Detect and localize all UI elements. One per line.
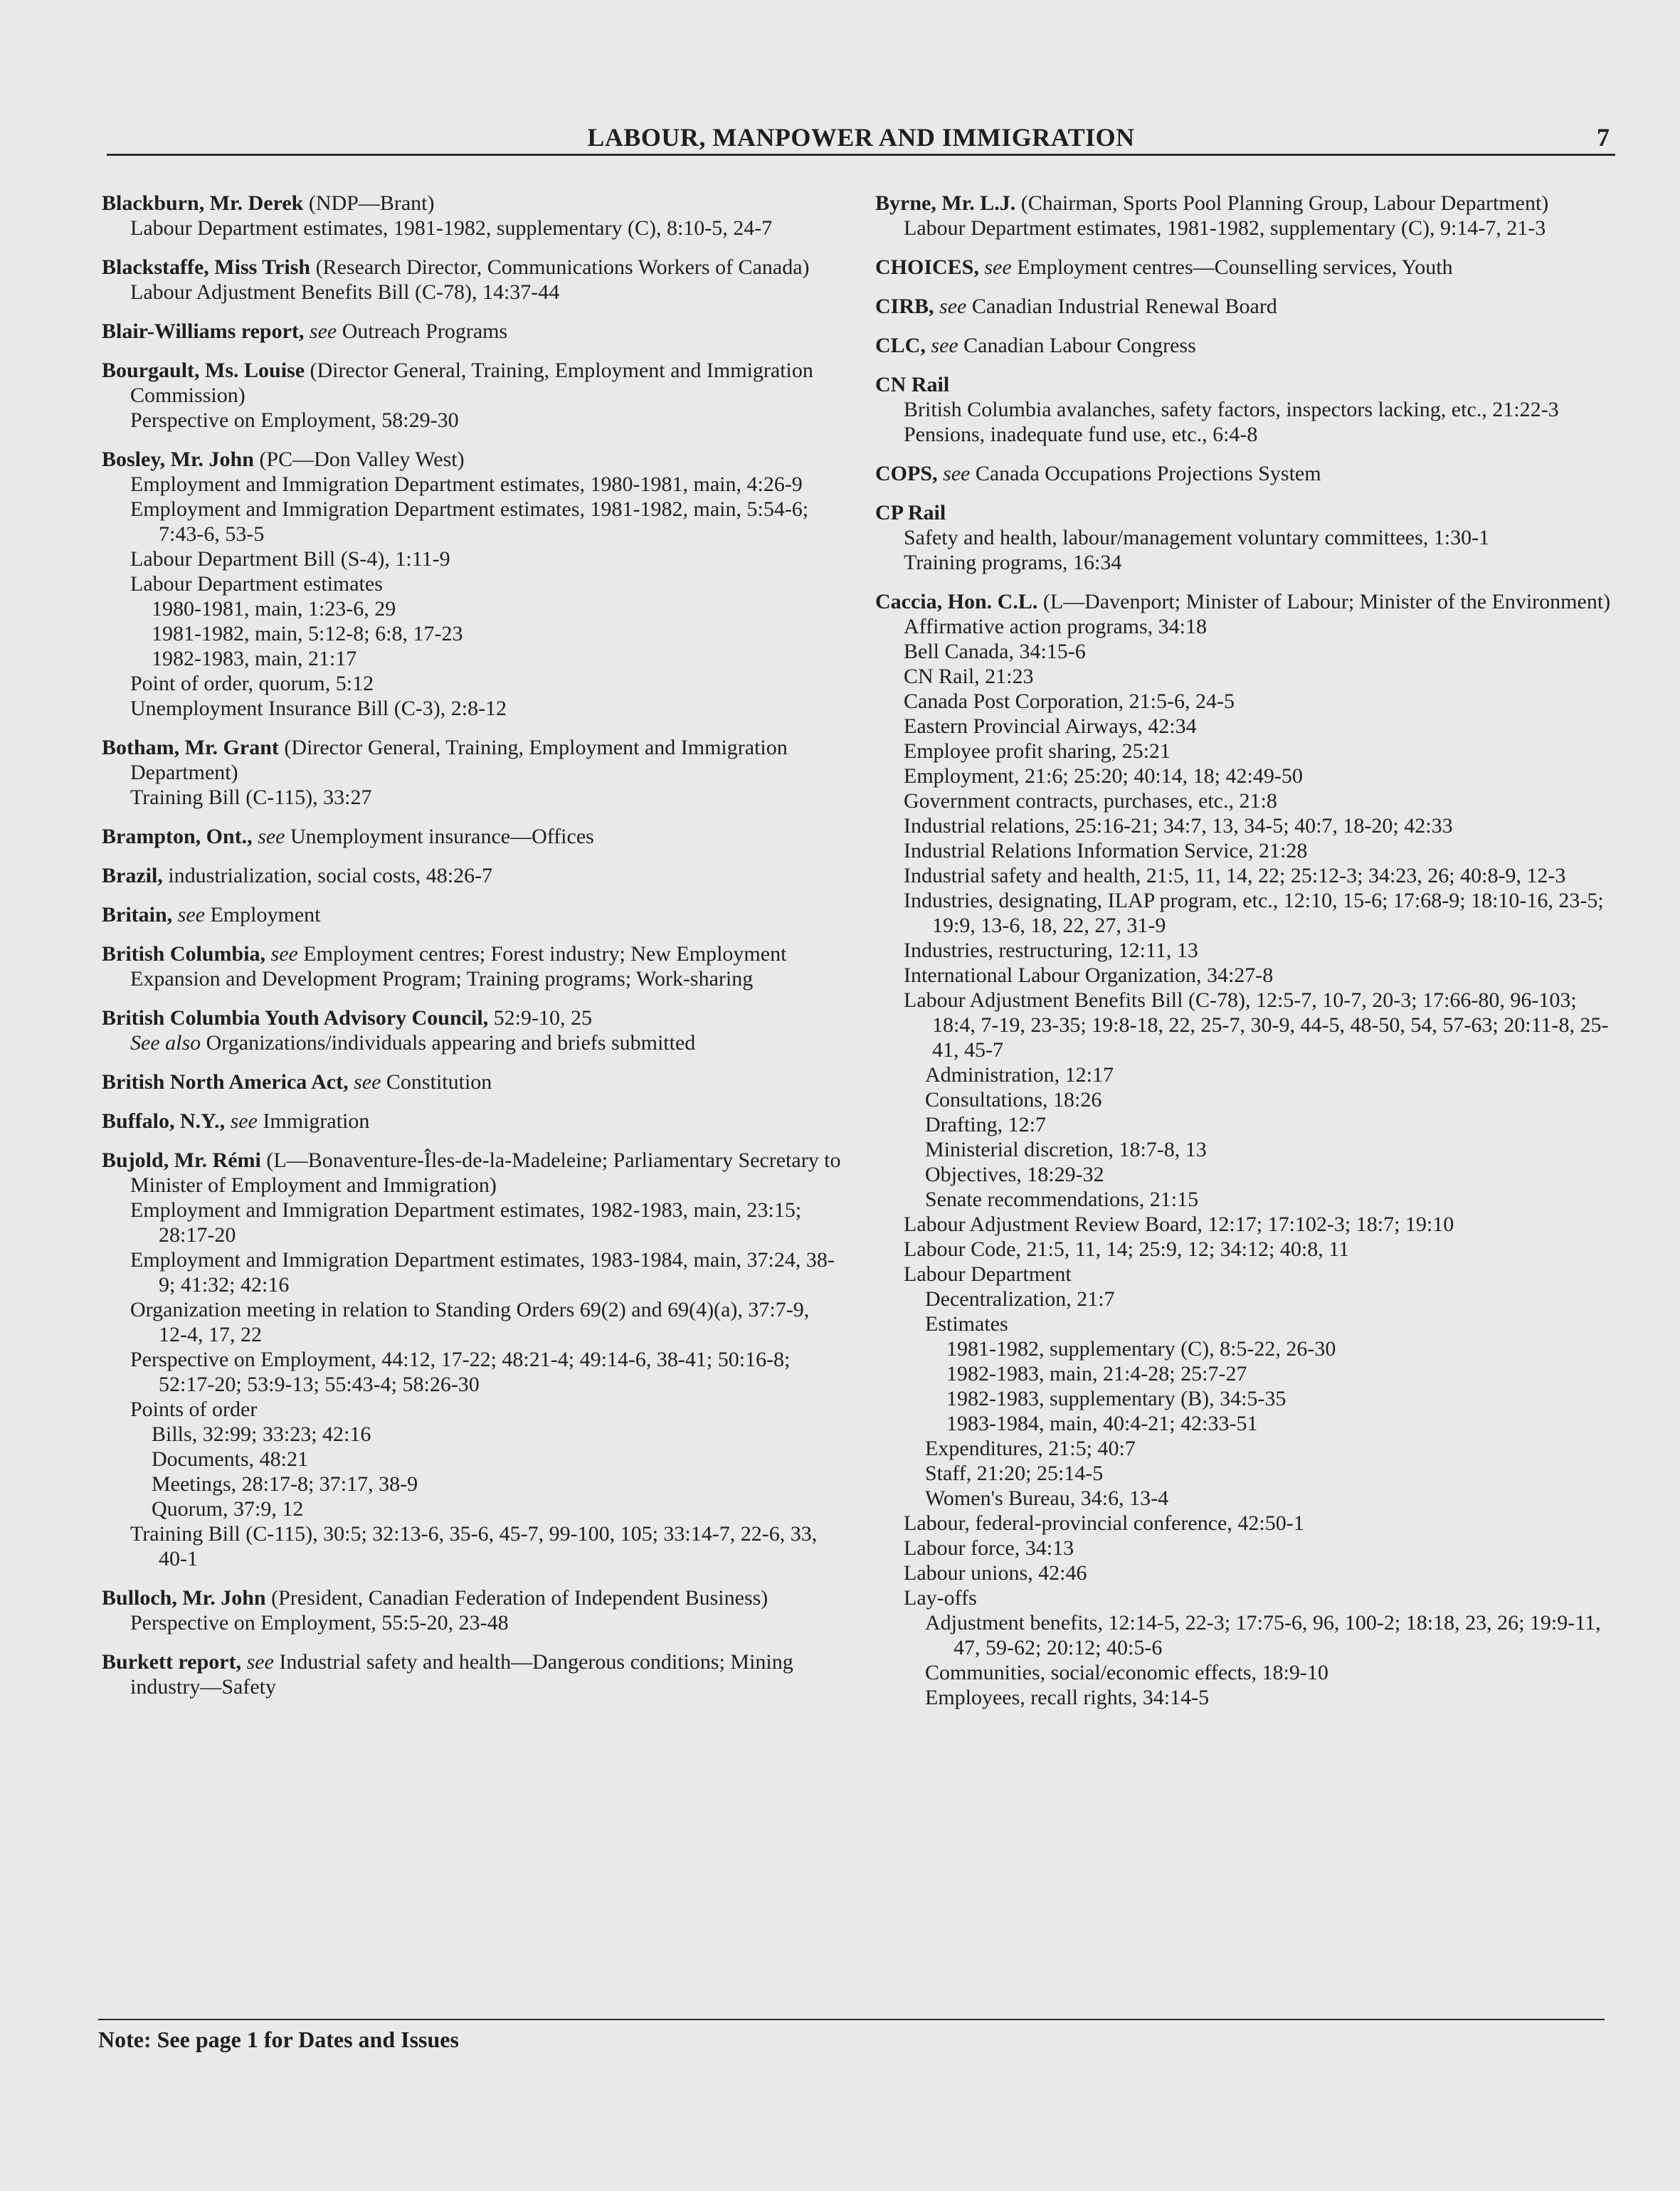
index-entry (102, 735, 842, 810)
subentry (875, 525, 1619, 550)
index-entry (875, 461, 1619, 486)
see-reference-label: see (270, 942, 298, 966)
entry-heading (102, 358, 842, 408)
subentry-text: Labour Department estimates (130, 572, 383, 596)
subentry-text: Adjustment benefits, 12:14-5, 22-3; 17:75-6, 96, 100-2; 18:18, 23, 26; 19:9-11, 47, 59-62; 20:12; 40:5-6 (925, 1611, 1601, 1659)
subentry-text: Expenditures, 21:5; 40:7 (925, 1437, 1136, 1460)
index-entry (875, 500, 1619, 575)
subentry (102, 1610, 842, 1635)
subentry (102, 1347, 842, 1397)
subentry (102, 497, 842, 547)
subentry (875, 639, 1619, 664)
subentry (875, 838, 1619, 863)
subentry-text: Safety and health, labour/management voluntary committees, 1:30-1 (904, 526, 1490, 549)
subentry (875, 1511, 1619, 1536)
subentry (875, 1112, 1619, 1137)
see-reference-label: see (177, 903, 205, 926)
index-entry (102, 863, 842, 888)
entry-details: (Research Director, Communications Workers of Canada) (310, 255, 810, 279)
page-number: 7 (1597, 123, 1610, 152)
subentry (102, 547, 842, 571)
subentry-text: Documents, 48:21 (152, 1447, 308, 1471)
subentry (875, 1436, 1619, 1461)
subentry (875, 1287, 1619, 1311)
subentry-text: Senate recommendations, 21:15 (925, 1188, 1199, 1211)
entry-heading (102, 1649, 842, 1699)
subentry-text: 1982-1983, main, 21:17 (152, 647, 357, 670)
see-reference-label: see (984, 255, 1012, 279)
entry-details: Unemployment insurance—Offices (290, 825, 594, 848)
subentry-text: Women's Bureau, 34:6, 13-4 (925, 1487, 1169, 1510)
entry-name: CIRB, (875, 295, 934, 318)
subentry (102, 571, 842, 596)
subentry-text: Labour Department (904, 1262, 1072, 1286)
subentry (875, 1685, 1619, 1710)
subentry (875, 1561, 1619, 1585)
see-reference-label: see (230, 1109, 258, 1133)
entry-details: (Chairman, Sports Pool Planning Group, Labour Department) (1015, 191, 1549, 215)
subentry-text: Employment, 21:6; 25:20; 40:14, 18; 42:49-50 (904, 764, 1303, 788)
subentry (875, 813, 1619, 838)
entry-details: industrialization, social costs, 48:26-7 (162, 864, 493, 887)
entry-details: Canadian Labour Congress (963, 334, 1196, 357)
entry-name: Botham, Mr. Grant (102, 736, 279, 759)
subentry-text: International Labour Organization, 34:27-8 (904, 963, 1274, 987)
subentry (875, 689, 1619, 714)
entry-heading (875, 294, 1619, 319)
entry-name: Byrne, Mr. L.J. (875, 191, 1016, 215)
entry-details: Canadian Industrial Renewal Board (971, 295, 1277, 318)
see-reference-label: see (246, 1650, 274, 1674)
subentry (102, 1521, 842, 1571)
subentry-text: Estimates (925, 1312, 1008, 1336)
entry-details: Immigration (263, 1109, 370, 1133)
see-also-label: See also (130, 1031, 201, 1055)
entry-details: (L—Davenport; Minister of Labour; Minister of the Environment) (1037, 590, 1611, 613)
subentry (102, 408, 842, 433)
subentry (875, 1087, 1619, 1112)
subentry (875, 664, 1619, 689)
entry-heading (102, 1005, 842, 1030)
entry-name: Burkett report, (102, 1650, 242, 1674)
subentry-text: Labour Adjustment Benefits Bill (C-78), 12:5-7, 10-7, 20-3; 17:66-80, 96-103; 18:4, 7-19, 23-35; 19:8-18, 22, 25-7, 30-9, 44-5, 48-50, 54, 57-63; 20:11-8, 25-41, 45-7 (904, 988, 1609, 1062)
entry-details: Outreach Programs (342, 320, 508, 343)
subentry (875, 1212, 1619, 1237)
index-entry (102, 319, 842, 344)
subentry (875, 1386, 1619, 1411)
subentry-text: British Columbia avalanches, safety factors, inspectors lacking, etc., 21:22-3 (904, 398, 1559, 421)
subentry (875, 1486, 1619, 1511)
subentry-text: Canada Post Corporation, 21:5-6, 24-5 (904, 690, 1235, 713)
entry-name: Britain, (102, 903, 173, 926)
subentry-text: Consultations, 18:26 (925, 1088, 1102, 1112)
subentry (102, 1198, 842, 1247)
subentry-text: Quorum, 37:9, 12 (152, 1497, 304, 1521)
entry-heading (102, 191, 842, 216)
subentry (875, 1162, 1619, 1187)
subentry (875, 714, 1619, 739)
subentry (102, 1030, 842, 1055)
entry-name: Caccia, Hon. C.L. (875, 590, 1038, 613)
entry-heading (102, 447, 842, 472)
entry-name: Bujold, Mr. Rémi (102, 1149, 261, 1172)
subentry-text: Decentralization, 21:7 (925, 1287, 1115, 1311)
index-entry (102, 1585, 842, 1635)
entry-details: Canada Occupations Projections System (975, 462, 1321, 485)
subentry-text: Objectives, 18:29-32 (925, 1163, 1104, 1186)
subentry (875, 764, 1619, 788)
subentry (875, 1411, 1619, 1436)
index-entry (102, 358, 842, 433)
entry-name: Brampton, Ont., (102, 825, 253, 848)
entry-details: Constitution (386, 1070, 492, 1094)
entry-details: (L—Bonaventure-Îles-de-la-Madeleine; Parliamentary Secretary to Minister of Employment and Immigration) (130, 1149, 841, 1197)
subentry-text: Employee profit sharing, 25:21 (904, 739, 1171, 763)
subentry (875, 550, 1619, 575)
subentry-text: Employees, recall rights, 34:14-5 (925, 1686, 1210, 1709)
subentry (102, 216, 842, 241)
subentry-text: 1980-1981, main, 1:23-6, 29 (152, 597, 396, 621)
subentry-text: Labour Department Bill (S-4), 1:11-9 (130, 547, 450, 571)
subentry (102, 621, 842, 646)
subentry (875, 422, 1619, 447)
index-entry (102, 447, 842, 721)
see-reference-label: see (354, 1070, 381, 1094)
subentry-text: Staff, 21:20; 25:14-5 (925, 1462, 1104, 1485)
entry-name: Blair-Williams report, (102, 320, 305, 343)
subentry (875, 1660, 1619, 1685)
subentry-text: Industrial safety and health, 21:5, 11, 14, 22; 25:12-3; 34:23, 26; 40:8-9, 12-3 (904, 864, 1566, 887)
subentry (102, 596, 842, 621)
subentry-text: Labour Code, 21:5, 11, 14; 25:9, 12; 34:12; 40:8, 11 (904, 1237, 1350, 1261)
entry-heading (102, 1148, 842, 1198)
subentry (875, 1585, 1619, 1610)
subentry-text: Industrial relations, 25:16-21; 34:7, 13, 34-5; 40:7, 18-20; 42:33 (904, 814, 1453, 838)
subentry (102, 1496, 842, 1521)
entry-details: 52:9-10, 25 (488, 1006, 592, 1030)
subentry (102, 1397, 842, 1422)
subentry-text: 1981-1982, main, 5:12-8; 6:8, 17-23 (152, 622, 463, 645)
subentry (102, 1297, 842, 1347)
subentry (102, 1447, 842, 1472)
index-entry (875, 294, 1619, 319)
subentry-text: Training Bill (C-115), 33:27 (130, 786, 372, 809)
subentry-text: Employment and Immigration Department estimates, 1983-1984, main, 37:24, 38-9; 41:32; 42:16 (130, 1248, 835, 1297)
subentry-text: Administration, 12:17 (925, 1063, 1114, 1087)
subentry (875, 888, 1619, 938)
subentry-text: Point of order, quorum, 5:12 (130, 672, 374, 695)
subentry-text: Training programs, 16:34 (904, 551, 1122, 574)
entry-details: Employment centres; Forest industry; New Employment Expansion and Development Program; Training programs; Work-sharing (130, 942, 787, 991)
entry-details: (Director General, Training, Employment and Immigration Commission) (130, 359, 813, 407)
subentry-text: Lay-offs (904, 1586, 977, 1610)
entry-details: (PC—Don Valley West) (253, 448, 465, 471)
index-entry (102, 1649, 842, 1699)
see-reference-label: see (943, 462, 971, 485)
entry-heading (102, 863, 842, 888)
subentry-text: Employment and Immigration Department estimates, 1982-1983, main, 23:15; 28:17-20 (130, 1198, 802, 1247)
entry-name: British Columbia, (102, 942, 266, 966)
index-entry (102, 824, 842, 849)
subentry-text: Training Bill (C-115), 30:5; 32:13-6, 35-6, 45-7, 99-100, 105; 33:14-7, 22-6, 33, 40-1 (130, 1522, 818, 1570)
entry-name: Bourgault, Ms. Louise (102, 359, 305, 382)
subentry-text: Pensions, inadequate fund use, etc., 6:4-8 (904, 423, 1258, 446)
subentry (102, 1247, 842, 1297)
subentry (875, 788, 1619, 813)
subentry (875, 1361, 1619, 1386)
index-entry (102, 1109, 842, 1134)
subentry (875, 216, 1619, 241)
index-entry (875, 589, 1619, 1710)
entry-details: Employment centres—Counselling services, Youth (1017, 255, 1453, 279)
subentry (875, 863, 1619, 888)
index-entry (102, 902, 842, 927)
subentry (102, 1422, 842, 1447)
entry-heading (102, 735, 842, 785)
entry-heading (875, 461, 1619, 486)
entry-name: British North America Act, (102, 1070, 349, 1094)
see-reference-label: see (939, 295, 967, 318)
footer-note: Note: See page 1 for Dates and Issues (98, 2027, 459, 2052)
entry-heading (875, 372, 1619, 397)
entry-name: Blackburn, Mr. Derek (102, 191, 304, 215)
entry-heading (102, 824, 842, 849)
subentry (102, 671, 842, 696)
subentry-text: Industrial Relations Information Service, 21:28 (904, 839, 1308, 862)
subentry-text: Industries, restructuring, 12:11, 13 (904, 939, 1198, 962)
subentry-text: Organization meeting in relation to Standing Orders 69(2) and 69(4)(a), 37:7-9, 12-4, 17, 22 (130, 1298, 810, 1346)
entry-name: CP Rail (875, 501, 946, 524)
entry-name: Bosley, Mr. John (102, 448, 254, 471)
subentry-text: Perspective on Employment, 58:29-30 (130, 408, 459, 432)
page-title: LABOUR, MANPOWER AND IMMIGRATION (587, 123, 1135, 152)
entry-heading (102, 1585, 842, 1610)
index-entry (102, 1005, 842, 1055)
subentry (875, 397, 1619, 422)
index-entry (102, 1070, 842, 1094)
entry-name: Buffalo, N.Y., (102, 1109, 226, 1133)
entry-heading (875, 333, 1619, 358)
entry-heading (102, 319, 842, 344)
subentry (875, 1262, 1619, 1287)
subentry-text: Affirmative action programs, 34:18 (904, 615, 1208, 638)
entry-heading (102, 1109, 842, 1134)
subentry-text: Points of order (130, 1398, 258, 1421)
entry-heading (875, 191, 1619, 216)
subentry (875, 1336, 1619, 1361)
index-entry (875, 255, 1619, 280)
subentry (102, 472, 842, 497)
subentry-text: Government contracts, purchases, etc., 21:8 (904, 789, 1277, 813)
subentry-text: Unemployment Insurance Bill (C-3), 2:8-12 (130, 697, 507, 720)
index-entry (875, 372, 1619, 447)
subentry-text: Bell Canada, 34:15-6 (904, 640, 1086, 663)
subentry-text: 1981-1982, supplementary (C), 8:5-22, 26-30 (946, 1337, 1336, 1361)
index-entry (102, 191, 842, 241)
subentry-text: 1982-1983, main, 21:4-28; 25:7-27 (946, 1362, 1247, 1385)
entry-name: Blackstaffe, Miss Trish (102, 255, 311, 279)
index-entry (102, 941, 842, 991)
subentry-text: Labour Department estimates, 1981-1982, supplementary (C), 9:14-7, 21-3 (904, 216, 1546, 240)
subentry-text: Eastern Provincial Airways, 42:34 (904, 714, 1197, 738)
entry-heading (875, 589, 1619, 614)
entry-heading (102, 902, 842, 927)
index-entry (875, 191, 1619, 241)
subentry (875, 1610, 1619, 1660)
entry-heading (875, 500, 1619, 525)
subentry-text: Industries, designating, ILAP program, etc., 12:10, 15-6; 17:68-9; 18:10-16, 23-5; 19:9, 13-6, 18, 22, 27, 31-9 (904, 889, 1604, 937)
subentry (875, 1137, 1619, 1162)
entry-name: COPS, (875, 462, 938, 485)
entry-name: CLC, (875, 334, 926, 357)
subentry (102, 280, 842, 305)
entry-name: Brazil, (102, 864, 163, 887)
subentry (102, 696, 842, 721)
subentry (102, 785, 842, 810)
subentry-text: Bills, 32:99; 33:23; 42:16 (152, 1422, 371, 1446)
entry-details: (President, Canadian Federation of Independent Business) (265, 1586, 768, 1610)
see-reference-label: see (931, 334, 958, 357)
subentry (875, 1237, 1619, 1262)
entry-name: CHOICES, (875, 255, 979, 279)
page-header (107, 122, 1615, 156)
subentry-text: Perspective on Employment, 44:12, 17-22; 48:21-4; 49:14-6, 38-41; 50:16-8; 52:17-20; 53:9-13; 55:43-4; 58:26-30 (130, 1348, 791, 1396)
entry-name: Bulloch, Mr. John (102, 1586, 266, 1610)
entry-heading (102, 941, 842, 991)
subentry-text: Employment and Immigration Department estimates, 1981-1982, main, 5:54-6; 7:43-6, 53-5 (130, 497, 809, 546)
subentry-text: Labour Adjustment Review Board, 12:17; 17:102-3; 18:7; 19:10 (904, 1213, 1454, 1236)
footer-divider (98, 2019, 1605, 2020)
subentry (875, 988, 1619, 1062)
subentry-text: Labour Department estimates, 1981-1982, supplementary (C), 8:10-5, 24-7 (130, 216, 773, 240)
subentry (875, 1536, 1619, 1561)
entry-details: (Director General, Training, Employment and Immigration Department) (130, 736, 788, 784)
index-entry (875, 333, 1619, 358)
subentry-text: Labour force, 34:13 (904, 1536, 1074, 1560)
subentry (875, 1461, 1619, 1486)
index-entry (102, 255, 842, 305)
subentry-text: Labour unions, 42:46 (904, 1561, 1087, 1585)
subentry (875, 1062, 1619, 1087)
entry-heading (102, 255, 842, 280)
subentry-text: Meetings, 28:17-8; 37:17, 38-9 (152, 1472, 418, 1496)
entry-name: British Columbia Youth Advisory Council, (102, 1006, 489, 1030)
subentry (102, 646, 842, 671)
subentry (875, 739, 1619, 764)
subentry-text: Drafting, 12:7 (925, 1113, 1046, 1136)
entry-heading (102, 1070, 842, 1094)
subentry-text: 1982-1983, supplementary (B), 34:5-35 (946, 1387, 1287, 1410)
subentry-text: Labour Adjustment Benefits Bill (C-78), 14:37-44 (130, 280, 560, 304)
subentry-text: Ministerial discretion, 18:7-8, 13 (925, 1138, 1207, 1161)
entry-heading (875, 255, 1619, 280)
right-column (875, 191, 1619, 1724)
entry-details: (NDP—Brant) (303, 191, 435, 215)
see-reference-label: see (309, 320, 337, 343)
entry-details: Employment (210, 903, 321, 926)
see-reference-label: see (258, 825, 285, 848)
subentry-text: 1983-1984, main, 40:4-21; 42:33-51 (946, 1412, 1258, 1435)
subentry-text: Communities, social/economic effects, 18:9-10 (925, 1661, 1328, 1684)
subentry (102, 1472, 842, 1496)
subentry (875, 1187, 1619, 1212)
subentry-text: CN Rail, 21:23 (904, 665, 1034, 688)
left-column (102, 191, 842, 1714)
subentry-text: Organizations/individuals appearing and briefs submitted (206, 1031, 696, 1055)
subentry (875, 963, 1619, 988)
entry-name: CN Rail (875, 373, 950, 396)
subentry (875, 1311, 1619, 1336)
subentry (875, 938, 1619, 963)
subentry-text: Labour, federal-provincial conference, 42:50-1 (904, 1511, 1304, 1535)
subentry-text: Employment and Immigration Department estimates, 1980-1981, main, 4:26-9 (130, 472, 803, 496)
index-entry (102, 1148, 842, 1571)
entry-details: Industrial safety and health—Dangerous conditions; Mining industry—Safety (130, 1650, 793, 1699)
subentry-text: Perspective on Employment, 55:5-20, 23-48 (130, 1611, 509, 1635)
subentry (875, 614, 1619, 639)
